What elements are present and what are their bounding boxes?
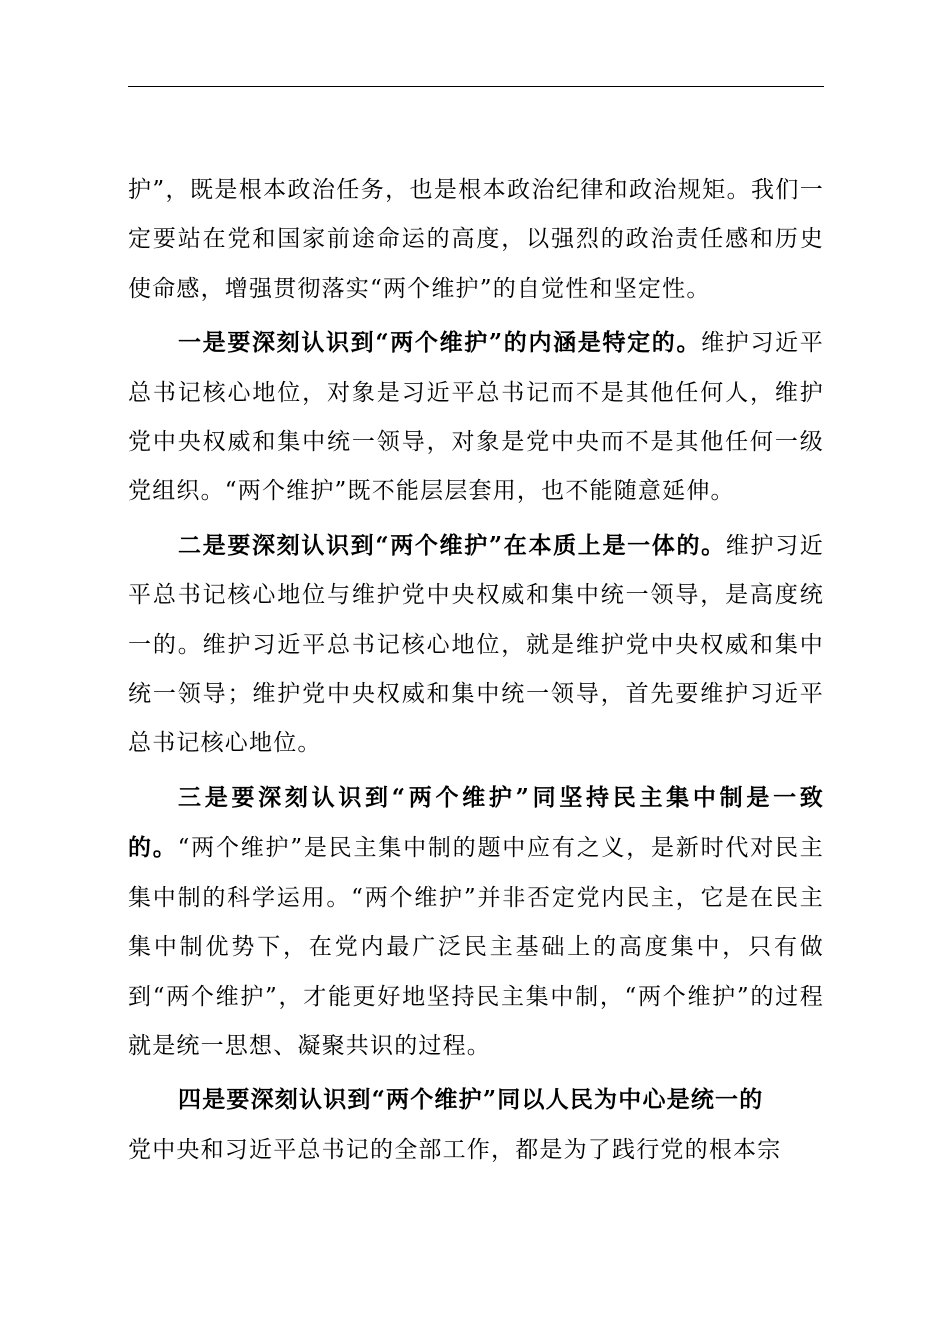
paragraph-point-4 bbox=[128, 1075, 824, 1175]
paragraph-text: 维护习近平总书记核心地位与维护党中央权威和集中统一领导，是高度统一的。维护习近平总书记核心地位，就是维护党中央权威和集中统一领导；维护党中央权威和集中统一领导，首先要维护习近平总书记核心地位。 bbox=[128, 532, 824, 757]
paragraph-text: “两个维护”是民主集中制的题中应有之义，是新时代对民主集中制的科学运用。“两个维护”并非否定党内民主，它是在民主集中制优势下，在党内最广泛民主基础上的高度集中，只有做到“两个维护”，才能更好地坚持民主集中制，“两个维护”的过程就是统一思想、凝聚共识的过程。 bbox=[128, 835, 824, 1059]
paragraph-point-3 bbox=[128, 773, 824, 1071]
paragraph-point-1 bbox=[128, 318, 824, 517]
paragraph-text: 维护习近平总书记核心地位，对象是习近平总书记而不是其他任何人，维护党中央权威和集中统一领导，对象是党中央而不是其他任何一级党组织。“两个维护”既不能层层套用，也不能随意延伸。 bbox=[128, 330, 825, 505]
paragraph-lead: 三是要深刻认识到“两个维护”同坚持民主集中制是一致的。 bbox=[128, 783, 824, 862]
paragraph-point-2 bbox=[128, 521, 824, 769]
paragraph-text: 党中央和习近平总书记的全部工作，都是为了践行党的根本宗 bbox=[128, 1136, 782, 1163]
paragraph-text: 护”，既是根本政治任务，也是根本政治纪律和政治规矩。我们一定要站在党和国家前途命运的高度，以强烈的政治责任感和历史使命感，增强贯彻落实“两个维护”的自觉性和坚定性。 bbox=[128, 177, 824, 302]
paragraph-lead: 四是要深刻认识到“两个维护”同以人民为中心是统一的 bbox=[178, 1086, 764, 1114]
document-body bbox=[128, 165, 824, 1179]
paragraph-continuation bbox=[128, 165, 824, 314]
paragraph-lead: 一是要深刻认识到“两个维护”的内涵是特定的。 bbox=[178, 329, 702, 357]
header-rule bbox=[128, 86, 824, 87]
paragraph-lead: 二是要深刻认识到“两个维护”在本质上是一体的。 bbox=[178, 531, 726, 559]
